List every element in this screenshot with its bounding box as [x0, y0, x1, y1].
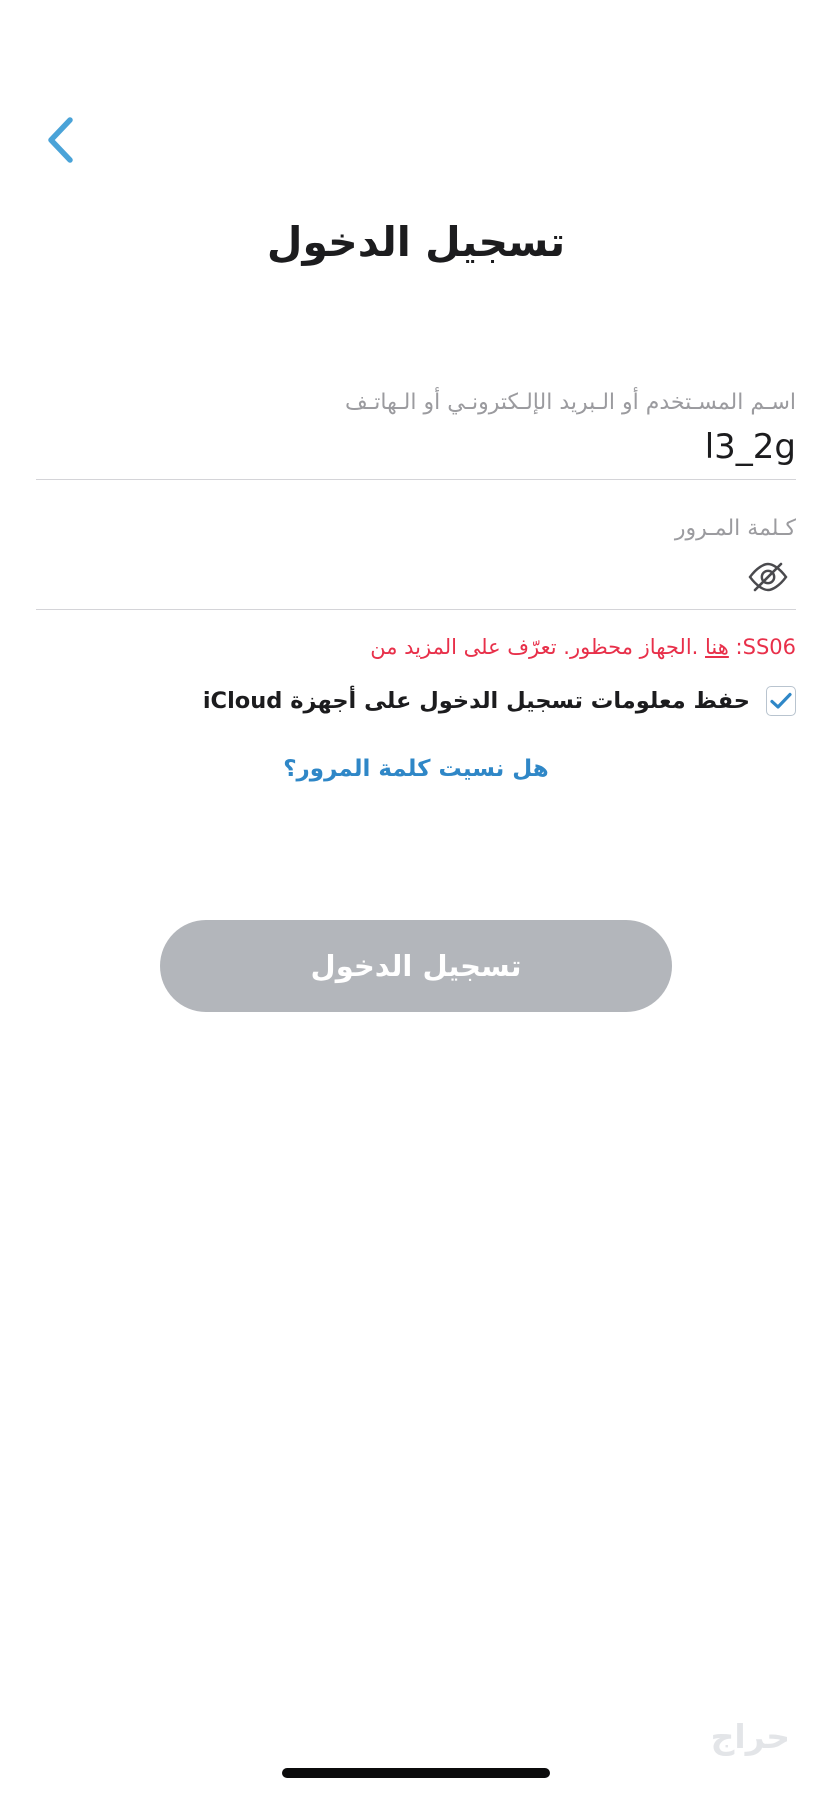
remember-checkbox[interactable] — [766, 686, 796, 716]
username-field[interactable] — [36, 390, 796, 480]
home-indicator — [282, 1768, 550, 1778]
remember-label: حفظ معلومات تسجيل الدخول على أجهزة iCloud — [202, 687, 750, 714]
remember-row[interactable] — [36, 686, 796, 716]
chevron-back-icon — [42, 114, 78, 166]
eye-off-icon[interactable] — [740, 553, 796, 601]
forgot-password-link[interactable]: هل نسيت كلمة المرور؟ — [283, 755, 549, 782]
watermark: حراج — [710, 1717, 790, 1756]
error-message — [36, 632, 796, 664]
password-input[interactable] — [36, 555, 740, 599]
username-input[interactable]: l3_2g — [704, 427, 796, 467]
username-underline — [36, 479, 796, 480]
login-button[interactable]: تسجيل الدخول — [160, 920, 672, 1012]
password-underline — [36, 609, 796, 610]
back-button[interactable] — [28, 108, 92, 172]
login-form — [36, 390, 796, 782]
error-text: .الجهاز محظور. تعرّف على المزيد من — [370, 635, 699, 659]
submit-area — [0, 920, 832, 1012]
page-title: تسجيل الدخول — [266, 218, 566, 266]
password-label: كـلمة المـرور — [674, 516, 796, 541]
error-learn-more-link[interactable]: هنا — [705, 635, 729, 659]
error-code: SS06: — [735, 635, 796, 659]
username-label: اسـم المسـتخدم أو الـبريد الإلـكترونـي أو الـهاتـف — [345, 390, 796, 415]
check-icon — [770, 692, 792, 710]
password-field[interactable] — [36, 516, 796, 610]
